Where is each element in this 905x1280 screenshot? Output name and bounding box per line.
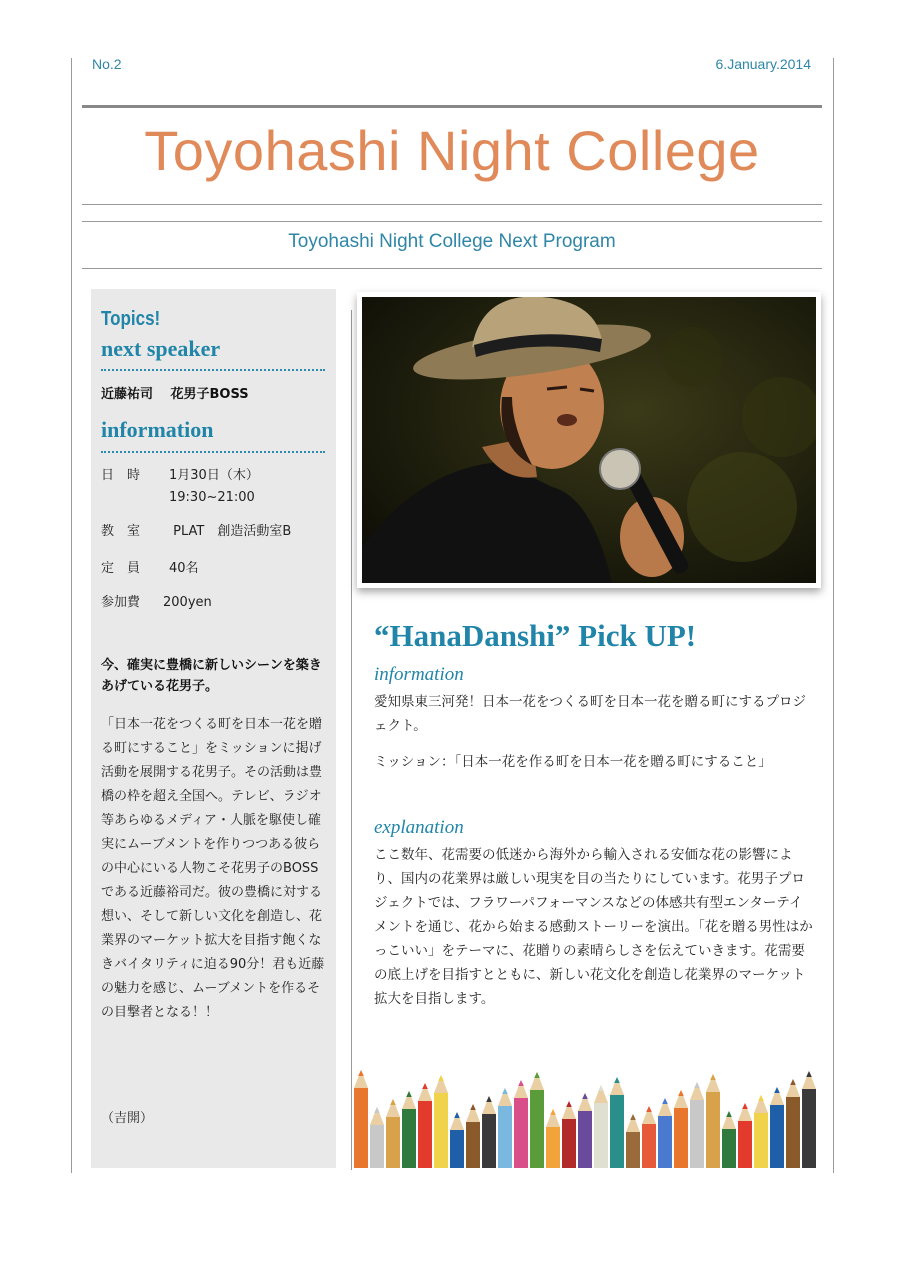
info-value: 200yen xyxy=(163,595,212,610)
explanation-subheading: explanation xyxy=(374,817,464,838)
header-rule-3 xyxy=(82,268,822,269)
next-speaker-heading: next speaker xyxy=(101,336,221,361)
pencil xyxy=(514,1080,528,1168)
article-headline: “HanaDanshi” Pick UP! xyxy=(374,618,697,653)
pencil xyxy=(562,1101,576,1168)
pencil xyxy=(786,1079,800,1168)
pencil xyxy=(434,1075,448,1168)
sidebar xyxy=(91,289,336,1168)
information-text: 愛知県東三河発！日本一花をつくる町を日本一花を贈る町にするプロジェクト。 xyxy=(374,694,806,734)
pencil xyxy=(386,1099,400,1168)
speaker-name: 近藤祐司 花男子BOSS xyxy=(101,387,249,402)
pencil xyxy=(722,1111,736,1168)
info-row-time xyxy=(101,490,255,505)
column-divider xyxy=(351,310,352,1170)
speaker-photo xyxy=(357,292,821,588)
pencil xyxy=(530,1072,544,1168)
pencil xyxy=(482,1096,496,1168)
intro-headline: 今、確実に豊橋に新しいシーンを築きあげている花男子。 xyxy=(101,658,322,694)
pencil xyxy=(690,1082,704,1168)
pencil xyxy=(738,1103,752,1168)
info-label: 教 室 xyxy=(101,524,141,539)
dotted-divider xyxy=(101,451,325,453)
page-border-left xyxy=(71,58,72,1173)
pencil xyxy=(706,1074,720,1168)
info-value: PLAT 創造活動室B xyxy=(169,524,292,539)
pencil xyxy=(658,1098,672,1168)
page-subtitle: Toyohashi Night College Next Program xyxy=(288,231,616,252)
info-value: 1月30日（木） xyxy=(169,468,259,483)
pencil xyxy=(594,1085,608,1168)
pencil xyxy=(402,1091,416,1168)
pencil xyxy=(370,1107,384,1168)
header-rule-2 xyxy=(82,221,822,222)
mission-text: ミッション：「日本一花を作る町を日本一花を贈る町にすること」 xyxy=(374,754,772,770)
pencil xyxy=(642,1106,656,1168)
page-border-right xyxy=(833,58,834,1173)
pencil xyxy=(674,1090,688,1168)
pencil xyxy=(498,1088,512,1168)
page-title: Toyohashi Night College xyxy=(144,119,760,182)
info-label: 定 員 xyxy=(101,561,141,576)
pencil xyxy=(770,1087,784,1168)
header-rule-1 xyxy=(82,204,822,205)
info-row-fee xyxy=(101,591,212,610)
speaker-photo-illustration xyxy=(362,297,816,583)
pencil xyxy=(354,1070,368,1168)
info-value: 40名 xyxy=(169,561,199,576)
info-label: 参加費 xyxy=(101,595,141,610)
info-label: 日 時 xyxy=(101,468,141,483)
intro-body: 「日本一花をつくる町を日本一花を贈る町にすること」をミッションに掲げ活動を展開する花男子。その活動は豊橋の枠を超え全国へ。テレビ、ラジオ等あらゆるメディア・人脈を駆使し確実にムーブメントを作りつつある彼らの中心にいる人物こそ花男子のBOSSである近藤裕司だ。彼の豊橋に対する想い、そして新しい文化を創造し、花業界のマーケット拡大を目指す飽くなきバイタリティに迫る90分！君も近藤の魅力を感じ、ムーブメントを作るその目撃者となる！！ xyxy=(101,717,325,1020)
pencil xyxy=(450,1112,464,1168)
topics-label: Topics! xyxy=(101,308,161,330)
pencil xyxy=(418,1083,432,1168)
pencil xyxy=(466,1104,480,1168)
author-signature: （吉開） xyxy=(101,1111,154,1126)
pencil xyxy=(578,1093,592,1168)
header-rule-thick xyxy=(82,105,822,108)
info-row-date xyxy=(101,464,259,483)
pencil xyxy=(802,1071,816,1168)
info-value: 19:30~21:00 xyxy=(169,490,255,505)
pencil xyxy=(610,1077,624,1168)
information-subheading: information xyxy=(374,664,464,685)
issue-number: No.2 xyxy=(92,56,122,72)
info-row-room xyxy=(101,520,291,539)
information-heading: information xyxy=(101,417,214,442)
issue-date: 6.January.2014 xyxy=(715,56,811,72)
pencil xyxy=(626,1114,640,1168)
explanation-text: ここ数年、花需要の低迷から海外から輸入される安価な花の影響により、国内の花業界は厳しい現実を目の当たりにしています。花男子プロジェクトでは、フラワーパフォーマンスなどの体感共有型エンターテイメントを通じ、花から始まる感動ストーリーを演出。「花を贈る男性はかっこいい」をテーマに、花贈りの素晴らしさを伝えていきます。花需要の底上げを目指すとともに、新しい花文化を創造し花業界のマーケット拡大を目指します。 xyxy=(374,847,813,1007)
dotted-divider xyxy=(101,369,325,371)
colored-pencils-image xyxy=(352,1050,830,1168)
info-row-capacity xyxy=(101,557,199,576)
pencil xyxy=(754,1095,768,1168)
pencil xyxy=(546,1109,560,1168)
